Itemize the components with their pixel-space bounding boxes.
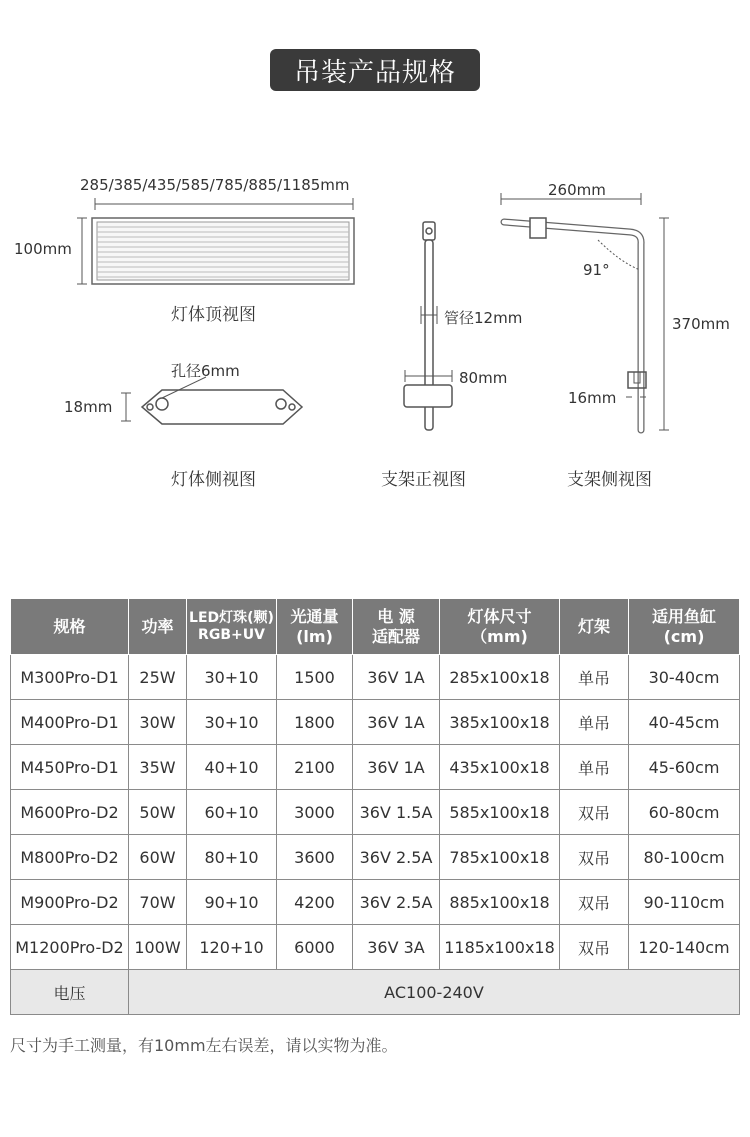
cell-adapter: 36V 3A (353, 925, 440, 970)
cell-flux: 4200 (277, 880, 353, 925)
cell-model: M450Pro-D1 (11, 745, 129, 790)
bracket-base-label: 80mm (459, 369, 508, 387)
header-flux: 光通量 (lm) (277, 599, 353, 655)
cell-power: 70W (129, 880, 187, 925)
cell-model: M600Pro-D2 (11, 790, 129, 835)
bracket-front-caption: 支架正视图 (381, 470, 466, 490)
cell-led: 40+10 (187, 745, 277, 790)
cell-size: 585x100x18 (440, 790, 560, 835)
spec-table (10, 598, 740, 1015)
bracket-clip-label: 16mm (568, 389, 617, 407)
header-adapter: 电 源 适配器 (353, 599, 440, 655)
table-row (11, 745, 740, 790)
cell-model: M400Pro-D1 (11, 700, 129, 745)
cell-size: 285x100x18 (440, 655, 560, 700)
light-top-view (77, 198, 354, 284)
cell-adapter: 36V 1A (353, 745, 440, 790)
cell-bracket: 单吊 (560, 700, 629, 745)
cell-power: 35W (129, 745, 187, 790)
cell-flux: 1500 (277, 655, 353, 700)
header-tank: 适用鱼缸 (cm) (629, 599, 740, 655)
bracket-angle-label: 91° (583, 261, 610, 279)
cell-tank: 80-100cm (629, 835, 740, 880)
cell-bracket: 单吊 (560, 655, 629, 700)
cell-led: 90+10 (187, 880, 277, 925)
side-view-hole-label: 孔径6mm (171, 362, 240, 380)
cell-flux: 6000 (277, 925, 353, 970)
header-power: 功率 (129, 599, 187, 655)
cell-adapter: 36V 2.5A (353, 835, 440, 880)
cell-model: M1200Pro-D2 (11, 925, 129, 970)
cell-model: M900Pro-D2 (11, 880, 129, 925)
cell-adapter: 36V 1A (353, 700, 440, 745)
bracket-side-caption: 支架侧视图 (567, 470, 652, 490)
table-row (11, 835, 740, 880)
cell-led: 30+10 (187, 655, 277, 700)
cell-tank: 90-110cm (629, 880, 740, 925)
table-row (11, 700, 740, 745)
cell-adapter: 36V 2.5A (353, 880, 440, 925)
cell-power: 50W (129, 790, 187, 835)
table-header-row (11, 599, 740, 655)
cell-power: 25W (129, 655, 187, 700)
cell-tank: 40-45cm (629, 700, 740, 745)
bracket-height-label: 370mm (672, 315, 730, 333)
side-view-height-label: 18mm (64, 398, 113, 416)
technical-drawing (0, 0, 750, 520)
measurement-note: 尺寸为手工测量，有10mm左右误差，请以实物为准。 (10, 1036, 398, 1055)
cell-flux: 3000 (277, 790, 353, 835)
cell-bracket: 双吊 (560, 880, 629, 925)
top-view-width-label: 285/385/435/585/785/885/1185mm (80, 176, 350, 194)
cell-led: 120+10 (187, 925, 277, 970)
cell-model: M300Pro-D1 (11, 655, 129, 700)
cell-led: 80+10 (187, 835, 277, 880)
cell-adapter: 36V 1.5A (353, 790, 440, 835)
cell-power: 60W (129, 835, 187, 880)
voltage-row (11, 970, 740, 1015)
cell-bracket: 双吊 (560, 835, 629, 880)
header-led: LED灯珠(颗) RGB+UV (187, 599, 277, 655)
cell-bracket: 双吊 (560, 790, 629, 835)
bracket-pipe-label: 管径12mm (444, 309, 523, 327)
cell-flux: 1800 (277, 700, 353, 745)
cell-tank: 60-80cm (629, 790, 740, 835)
side-view-caption: 灯体侧视图 (171, 470, 256, 490)
cell-bracket: 双吊 (560, 925, 629, 970)
cell-size: 785x100x18 (440, 835, 560, 880)
light-side-view (121, 377, 302, 424)
cell-model: M800Pro-D2 (11, 835, 129, 880)
table-row (11, 655, 740, 700)
cell-power: 30W (129, 700, 187, 745)
cell-size: 1185x100x18 (440, 925, 560, 970)
header-size: 灯体尺寸 （mm) (440, 599, 560, 655)
cell-tank: 120-140cm (629, 925, 740, 970)
voltage-label: 电压 (11, 970, 129, 1015)
cell-flux: 2100 (277, 745, 353, 790)
table-row (11, 880, 740, 925)
header-bracket: 灯架 (560, 599, 629, 655)
table-row (11, 925, 740, 970)
cell-led: 60+10 (187, 790, 277, 835)
cell-size: 435x100x18 (440, 745, 560, 790)
page-title: 吊装产品规格 (270, 49, 480, 91)
top-view-height-label: 100mm (14, 240, 72, 258)
cell-tank: 45-60cm (629, 745, 740, 790)
cell-tank: 30-40cm (629, 655, 740, 700)
cell-size: 885x100x18 (440, 880, 560, 925)
table-row (11, 790, 740, 835)
cell-power: 100W (129, 925, 187, 970)
cell-led: 30+10 (187, 700, 277, 745)
cell-size: 385x100x18 (440, 700, 560, 745)
header-model: 规格 (11, 599, 129, 655)
cell-flux: 3600 (277, 835, 353, 880)
cell-bracket: 单吊 (560, 745, 629, 790)
top-view-caption: 灯体顶视图 (171, 305, 256, 325)
cell-adapter: 36V 1A (353, 655, 440, 700)
bracket-width-label: 260mm (548, 181, 606, 199)
voltage-value: AC100-240V (129, 970, 740, 1015)
